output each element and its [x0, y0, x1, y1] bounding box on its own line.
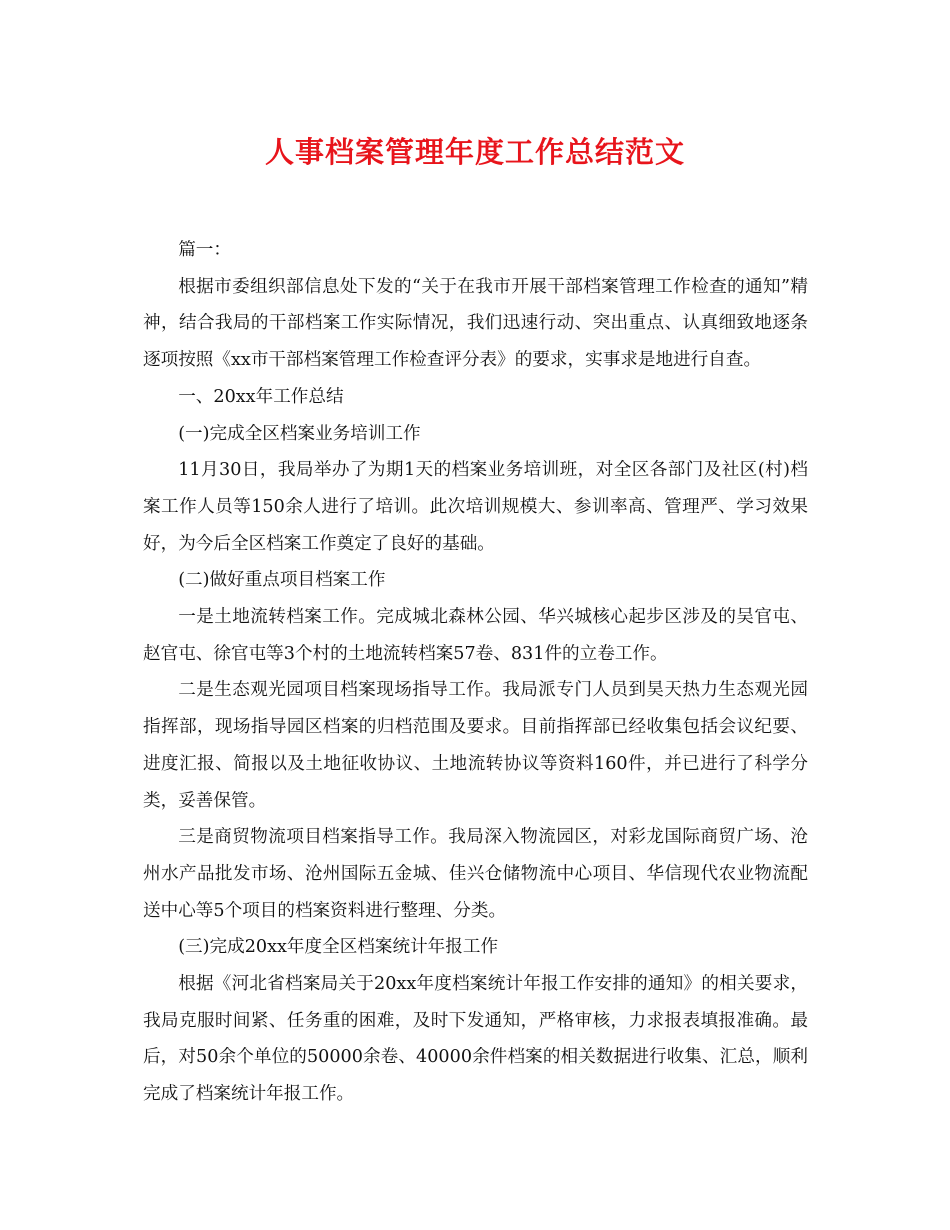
paragraph: 一是土地流转档案工作。完成城北森林公园、华兴城核心起步区涉及的吴官屯、赵官屯、徐官屯等3个村的土地流转档案57卷、831件的立卷工作。 — [143, 607, 808, 664]
document-body — [143, 232, 808, 1113]
paragraph: 二是生态观光园项目档案现场指导工作。我局派专门人员到昊天热力生态观光园指挥部，现场指导园区档案的归档范围及要求。目前指挥部已经收集包括会议纪要、进度汇报、简报以及土地征收协议、土地流转协议等资料160件，并已进行了科学分类，妥善保管。 — [143, 680, 808, 811]
document-title: 人事档案管理年度工作总结范文 — [264, 135, 685, 169]
paragraph: 根据《河北省档案局关于20xx年度档案统计年报工作安排的通知》的相关要求，我局克服时间紧、任务重的困难，及时下发通知，严格审核，力求报表填报准确。最后，对50余个单位的50000余卷、40000余件档案的相关数据进行收集、汇总，顺利完成了档案统计年报工作。 — [143, 974, 808, 1105]
paragraph: 11月30日，我局举办了为期1天的档案业务培训班，对全区各部门及社区(村)档案工作人员等150余人进行了培训。此次培训规模大、参训率高、管理严、学习效果好，为今后全区档案工作奠定了良好的基础。 — [143, 460, 808, 554]
subsection-heading: (三)完成20xx年度全区档案统计年报工作 — [178, 937, 499, 958]
section-heading: 一、20xx年工作总结 — [178, 386, 344, 407]
paragraph: 根据市委组织部信息处下发的“关于在我市开展干部档案管理工作检查的通知”精神，结合我局的干部档案工作实际情况，我们迅速行动、突出重点、认真细致地逐条逐项按照《xx市干部档案管理工作检查评分表》的要求，实事求是地进行自查。 — [143, 276, 808, 371]
subsection-heading: (二)做好重点项目档案工作 — [178, 570, 386, 591]
paragraph: 三是商贸物流项目档案指导工作。我局深入物流园区，对彩龙国际商贸广场、沧州水产品批发市场、沧州国际五金城、佳兴仓储物流中心项目、华信现代农业物流配送中心等5个项目的档案资料进行整理、分类。 — [143, 827, 808, 921]
paragraph: 篇一： — [178, 240, 231, 260]
subsection-heading: (一)完成全区档案业务培训工作 — [178, 423, 421, 444]
